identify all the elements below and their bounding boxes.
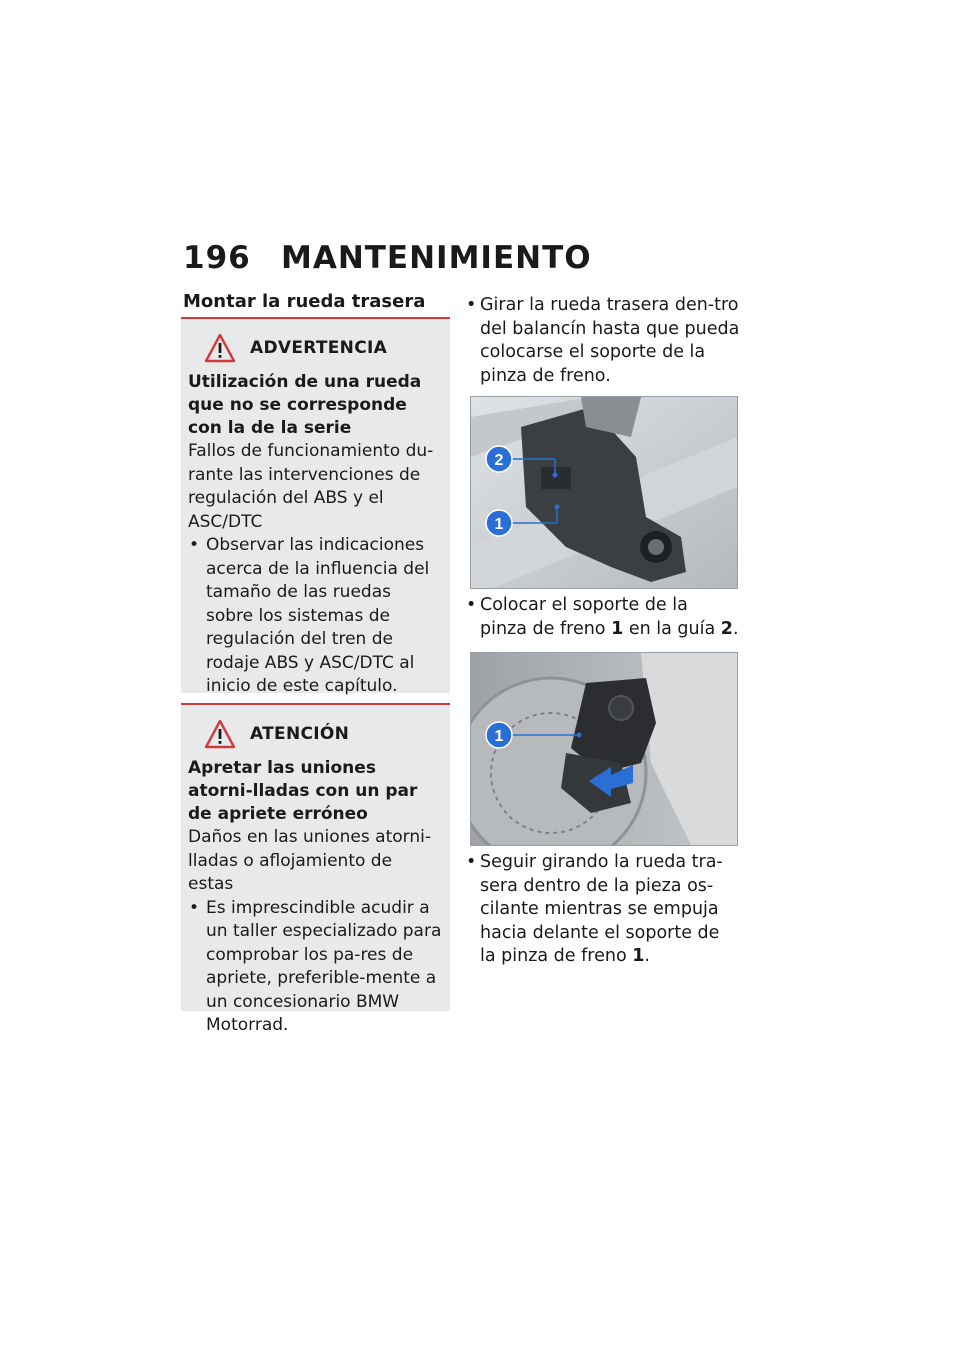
- callout-1: [486, 510, 512, 536]
- callout-1: [486, 722, 512, 748]
- step-text: Colocar el soporte de la pinza de freno: [480, 595, 688, 639]
- step-text: .: [732, 618, 739, 639]
- reference-number: 1: [611, 618, 624, 639]
- warning-box: [181, 317, 450, 696]
- step-text: .: [644, 946, 650, 966]
- chapter-title: MANTENIMIENTO: [281, 240, 592, 276]
- attention-body: Daños en las uniones atorni-lladas o aflojamiento de estas: [188, 827, 431, 894]
- attention-list: [188, 897, 442, 1038]
- warning-heading: [204, 333, 442, 363]
- warning-list: [188, 534, 442, 699]
- page-number: 196: [183, 240, 251, 276]
- warning-triangle-icon: [204, 719, 236, 749]
- figure-caliper-bracket-guide: [470, 396, 738, 589]
- svg-text:2: 2: [494, 452, 504, 469]
- warning-triangle-icon: [204, 333, 236, 363]
- step-1: [465, 294, 740, 388]
- section-title: Montar la rueda trasera: [183, 291, 426, 312]
- attention-box: [181, 703, 450, 1035]
- page-header: [183, 240, 592, 276]
- svg-text:1: 1: [494, 516, 504, 533]
- step-3: [465, 851, 740, 969]
- warning-label: ADVERTENCIA: [250, 338, 388, 358]
- photo-caliper-wheel: [471, 653, 737, 845]
- svg-text:1: 1: [494, 728, 504, 745]
- list-item: • Es imprescindible acudir a un taller especializado para comprobar los pa-res de apriete, preferible-mente a un concesionario BMW Motorrad.: [188, 897, 442, 1038]
- attention-label: ATENCIÓN: [250, 724, 350, 744]
- reference-number: 1: [632, 946, 645, 966]
- list-item: • Girar la rueda trasera den-tro del balancín hasta que pueda colocarse el soporte de la pinza de freno.: [465, 294, 740, 388]
- step-2: [465, 594, 740, 641]
- attention-heading: [204, 719, 442, 749]
- reference-number: 2: [720, 618, 733, 639]
- list-item: [465, 851, 740, 969]
- attention-subtitle: Apretar las uniones atorni-lladas con un par de apriete erróneo: [188, 758, 418, 824]
- photo-caliper-bracket: [471, 397, 737, 588]
- figure-caliper-push-forward: [470, 652, 738, 846]
- callout-2: [486, 446, 512, 472]
- step-text: Seguir girando la rueda tra-sera dentro de la pieza os-cilante mientras se empuja hacia delante el soporte de la pinza de freno: [480, 852, 723, 966]
- list-item: • Observar las indicaciones acerca de la influencia del tamaño de las ruedas sobre los sistemas de regulación del tren de rodaje ABS y ASC/DTC al inicio de este capítulo.: [188, 534, 442, 699]
- step-text: en la guía: [623, 618, 721, 639]
- warning-subtitle: Utilización de una rueda que no se corresponde con la de la serie: [188, 372, 422, 438]
- warning-body: Fallos de funcionamiento du-rante las intervenciones de regulación del ABS y el ASC/DTC: [188, 441, 434, 532]
- list-item: [465, 594, 740, 641]
